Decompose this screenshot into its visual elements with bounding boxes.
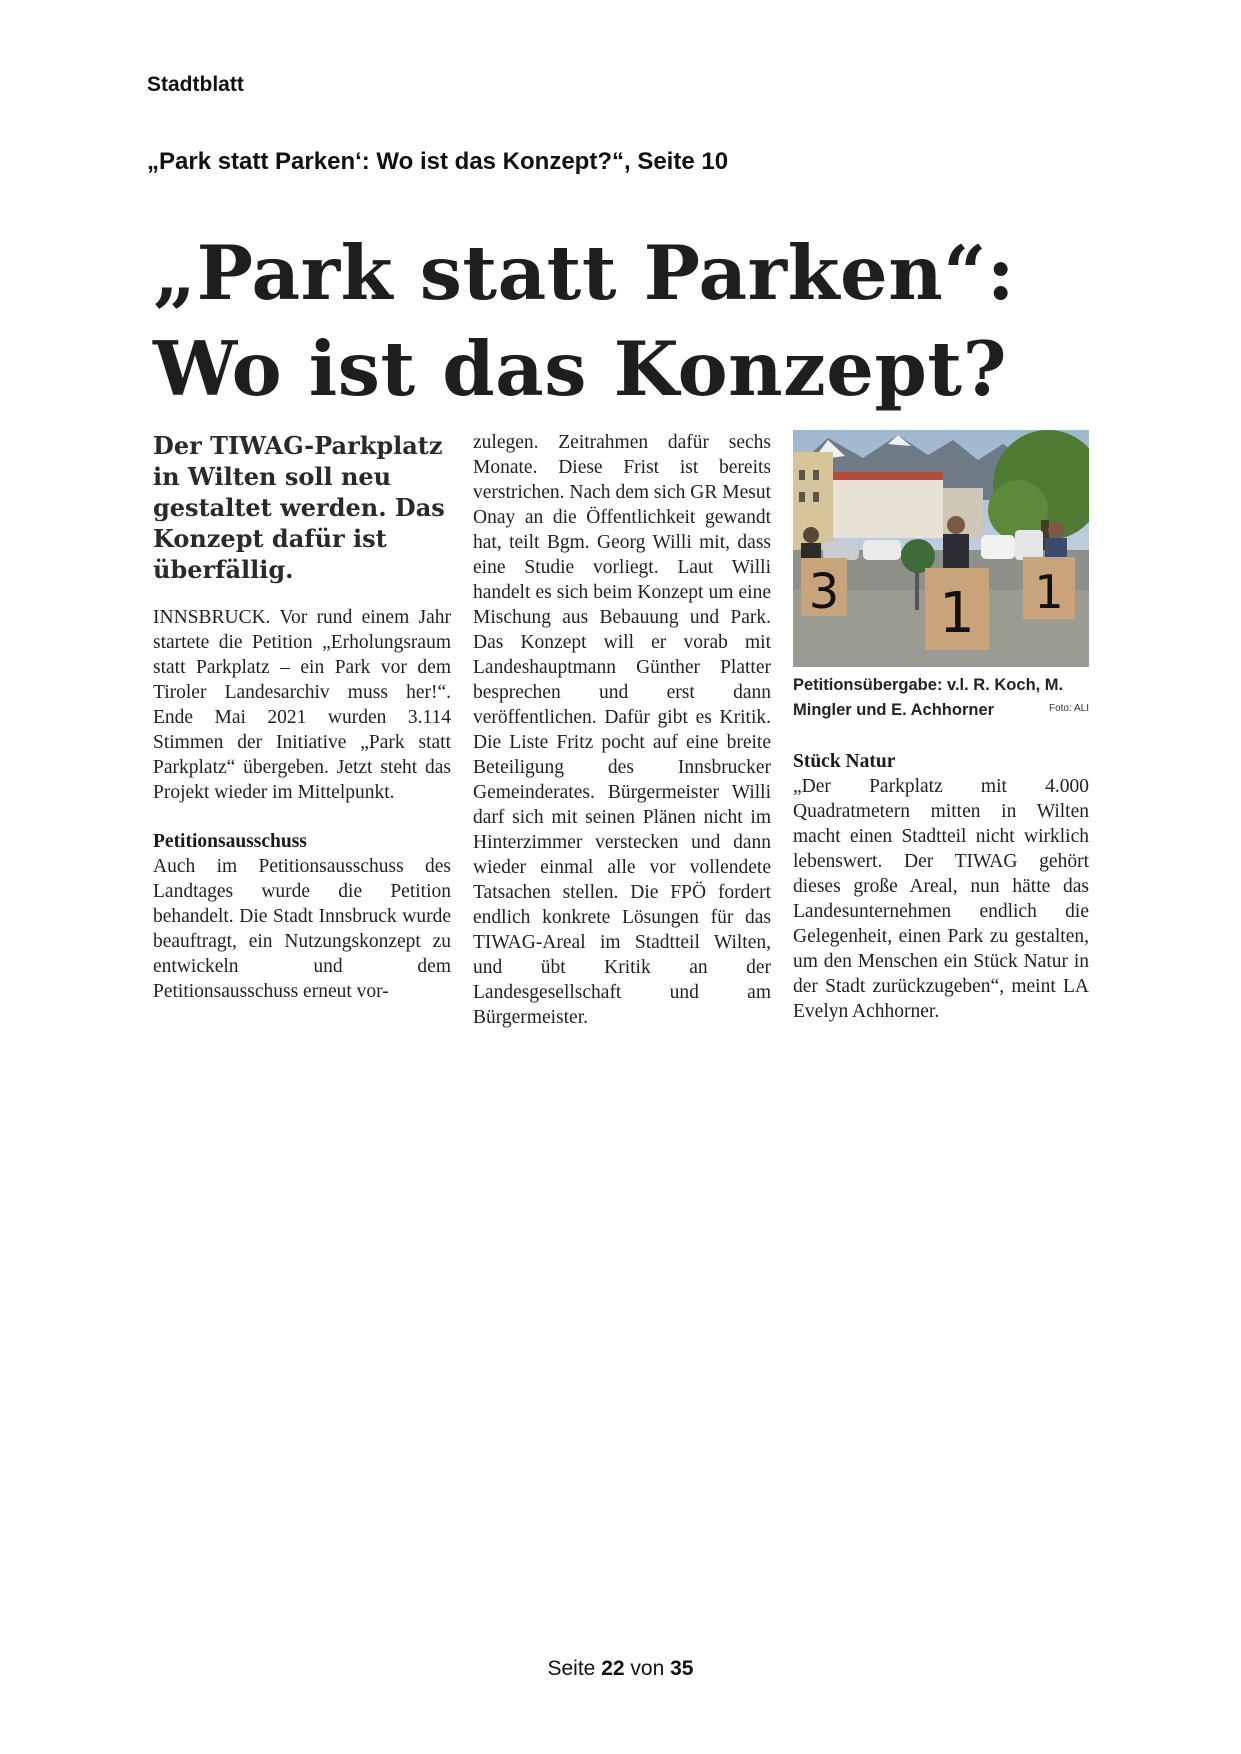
total-pages: 35 — [670, 1657, 694, 1680]
body-paragraph: INNSBRUCK. Vor rund einem Jahr startete die Petition „Erholungsraum statt Parkplatz – ein Park vor dem Tiroler Landesarchiv muss her!“. Ende Mai 2021 wurden 3.114 Stimmen der Initiative „Park statt Parkplatz“ übergeben. Jetzt steht das Projekt wieder im Mittelpunkt. — [153, 607, 451, 803]
article-photo — [793, 430, 1089, 667]
page-label: Seite — [547, 1657, 596, 1680]
photo-caption — [793, 673, 1089, 723]
headline-line-2: Wo ist das Konzept? — [153, 325, 1008, 413]
article-columns — [153, 430, 1088, 1050]
column-3 — [793, 430, 1089, 1024]
sign-number-2: 1 — [939, 581, 975, 646]
body-paragraph: Auch im Petitionsausschuss des Landtages wurde die Petition behandelt. Die Stadt Innsbruck wurde beauftragt, ein Nutzungskonzept zu entwickeln und dem Petitionsausschuss erneut vor- — [153, 856, 451, 1002]
page-number — [0, 1657, 1241, 1681]
page-of-label: von — [630, 1657, 665, 1680]
caption-text: Petitionsübergabe: v.l. R. Koch, M. Mingler und E. Achhorner — [793, 676, 1064, 719]
newspaper-clipping — [153, 225, 1089, 1028]
publication-name: Stadtblatt — [147, 73, 244, 96]
subheading: Stück Natur — [793, 751, 896, 772]
current-page: 22 — [601, 1657, 625, 1680]
column-2 — [473, 430, 771, 1030]
photo-credit: Foto: ALI — [1048, 703, 1089, 714]
headline-line-1: „Park statt Parken“: — [153, 229, 1016, 317]
sign-number-1: 3 — [808, 564, 840, 620]
body-paragraph: zulegen. Zeitrahmen dafür sechs Monate. Diese Frist ist bereits verstrichen. Nach dem sich GR Mesut Onay an die Öffentlichkeit gewandt hat, teilt Bgm. Georg Willi mit, dass eine Studie vorliegt. Laut Willi handelt es sich beim Konzept um eine Mischung aus Bebauung und Park. Das Konzept will er vorab mit Landeshauptmann Günther Platter besprechen und erst dann veröffentlichen. Dafür gibt es Kritik. Die Liste Fritz pocht auf eine breite Beteiligung des Innsbrucker Gemeinderates. Bürgermeister Willi darf sich mit seinen Plänen nicht im Hinterzimmer verstecken und dann wieder einmal alle vor vollendete Tatsachen stellen. Die FPÖ fordert endlich konkrete Lösungen für das TIWAG-Areal im Stadtteil Wilten, und übt Kritik an der Landesgesellschaft und am Bürgermeister. — [473, 432, 771, 1028]
column-1 — [153, 430, 451, 1004]
lead-text: Der TIWAG-Parkplatz in Wilten soll neu gestaltet werden. Das Konzept dafür ist überfällig. — [153, 431, 445, 584]
subheading: Petitionsausschuss — [153, 831, 307, 852]
body-paragraph: „Der Parkplatz mit 4.000 Quadratmetern mitten in Wilten macht einen Stadtteil nicht wirklich lebenswert. Der TIWAG gehört dieses große Areal, nun hätte das Landesunternehmen endlich die Gelegenheit, einen Park zu gestalten, um den Menschen ein Stück Natur in der Stadt zurückzugeben“, meint LA Evelyn Achhorner. — [793, 776, 1089, 1022]
sign-number-3: 1 — [1034, 565, 1064, 619]
article-reference: „Park statt Parken‘: Wo ist das Konzept?“, Seite 10 — [147, 148, 729, 175]
headline — [153, 225, 1088, 417]
